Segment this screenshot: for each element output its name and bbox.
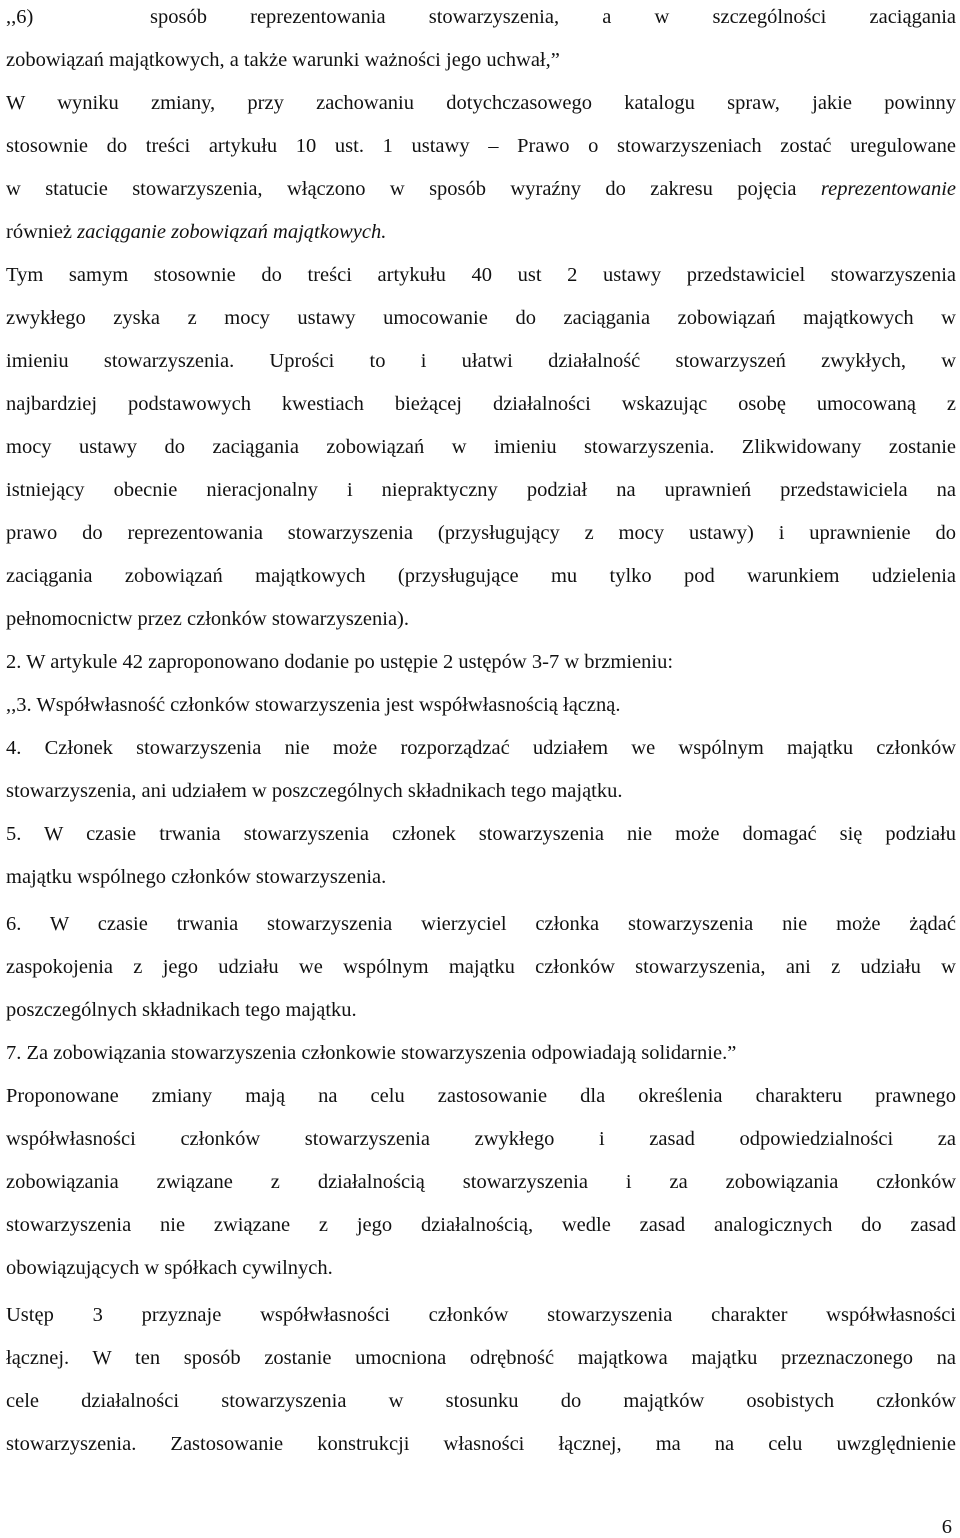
text-line-26-content: Proponowane zmiany mają na celu zastosowanie dla określenia charakteru prawnego [6,1085,956,1107]
text-line-33 [6,1388,956,1428]
text-line-30 [6,1255,956,1295]
text-line-21-content: majątku wspólnego członków stowarzyszenia. [6,866,387,888]
text-line-9 [6,348,956,388]
text-line-2-content: zobowiązań majątkowych, a także warunki ważności jego uchwał,” [6,49,560,71]
text-line-26 [6,1083,956,1123]
text-line-11-content: mocy ustawy do zaciągania zobowiązań w imieniu stowarzyszenia. Zlikwidowany zostanie [6,436,956,458]
text-line-23-content: zaspokojenia z jego udziału we wspólnym majątku członków stowarzyszenia, ani z udziału w [6,956,956,978]
text-line-24-content: poszczególnych składnikach tego majątku. [6,999,357,1021]
text-line-31-content: Ustęp 3 przyznaje współwłasności członków stowarzyszenia charakter współwłasności [6,1304,956,1326]
text-line-6-content: również [6,221,78,243]
text-line-7 [6,262,956,302]
text-line-13 [6,520,956,560]
text-line-15 [6,606,956,646]
text-line-9-content: imieniu stowarzyszenia. Uprości to i ułatwi działalność stowarzyszeń zwykłych, w [6,350,956,372]
text-line-1 [6,4,956,44]
text-line-2 [6,47,956,87]
text-line-3 [6,90,956,130]
text-line-13-content: prawo do reprezentowania stowarzyszenia (przysługujący z mocy ustawy) i uprawnienie do [6,522,956,544]
text-line-34 [6,1431,956,1471]
text-line-14 [6,563,956,603]
text-line-30-content: obowiązujących w spółkach cywilnych. [6,1257,333,1279]
page-number: 6 [941,1516,952,1538]
text-line-17-content: ,,3. Współwłasność członków stowarzyszenia jest współwłasnością łączną. [6,694,621,716]
text-line-8-content: zwykłego zyska z mocy ustawy umocowanie do zaciągania zobowiązań majątkowych w [6,307,956,329]
text-line-12 [6,477,956,517]
text-line-33-content: cele działalności stowarzyszenia w stosunku do majątków osobistych członków [6,1390,956,1412]
text-line-23 [6,954,956,994]
text-line-20-content: 5. W czasie trwania stowarzyszenia członek stowarzyszenia nie może domagać się podziału [6,823,956,845]
text-line-22 [6,911,956,951]
text-line-5 [6,176,956,216]
text-line-15-content: pełnomocnictw przez członków stowarzyszenia). [6,608,410,630]
text-line-28 [6,1169,956,1209]
text-line-29-content: stowarzyszenia nie związane z jego działalnością, wedle zasad analogicznych do zasad [6,1214,956,1236]
text-line-8 [6,305,956,345]
emphasis-term: reprezentowanie [820,178,956,200]
text-line-17 [6,692,956,732]
list-marker: ,,6) [6,6,34,28]
text-line-4 [6,133,956,173]
text-line-27-content: współwłasności członków stowarzyszenia zwykłego i zasad odpowiedzialności za [6,1128,956,1150]
text-line-19 [6,778,956,818]
text-line-21 [6,864,956,904]
text-line-10-content: najbardziej podstawowych kwestiach bieżącej działalności wskazując osobę umocowaną z [6,393,956,415]
text-line-27 [6,1126,956,1166]
text-line-28-content: zobowiązania związane z działalnością stowarzyszenia i za zobowiązania członków [6,1171,956,1193]
text-line-16-content: 2. W artykule 42 zaproponowano dodanie po ustępie 2 ustępów 3-7 w brzmieniu: [6,651,674,673]
text-line-25 [6,1040,956,1080]
text-line-25-content: 7. Za zobowiązania stowarzyszenia członkowie stowarzyszenia odpowiadają solidarnie.” [6,1042,737,1064]
text-line-22-content: 6. W czasie trwania stowarzyszenia wierzyciel członka stowarzyszenia nie może żądać [6,913,956,935]
text-line-6 [6,219,956,259]
text-line-20 [6,821,956,861]
text-line-14-content: zaciągania zobowiązań majątkowych (przysługujące mu tylko pod warunkiem udzielenia [6,565,956,587]
text-line-1-content: sposób reprezentowania stowarzyszenia, a w szczególności zaciągania [150,6,956,28]
text-line-12-content: istniejący obecnie nieracjonalny i niepraktyczny podział na uprawnień przedstawiciela na [6,479,956,501]
text-line-16 [6,649,956,689]
text-line-18-content: 4. Członek stowarzyszenia nie może rozporządzać udziałem we wspólnym majątku członków [6,737,956,759]
text-line-34-content: stowarzyszenia. Zastosowanie konstrukcji własności łącznej, ma na celu uwzględnienie [6,1433,956,1455]
text-line-29 [6,1212,956,1252]
text-line-11 [6,434,956,474]
text-line-4-content: stosownie do treści artykułu 10 ust. 1 ustawy – Prawo o stowarzyszeniach zostać uregulowane [6,135,956,157]
text-line-5-content: w statucie stowarzyszenia, włączono w sposób wyraźny do zakresu pojęcia [6,178,821,200]
text-line-24 [6,997,956,1037]
text-line-7-content: Tym samym stosownie do treści artykułu 40 ust 2 ustawy przedstawiciel stowarzyszenia [6,264,956,286]
text-line-10 [6,391,956,431]
text-line-32-content: łącznej. W ten sposób zostanie umocniona odrębność majątkowa majątku przeznaczonego na [6,1347,956,1369]
text-line-3-content: W wyniku zmiany, przy zachowaniu dotychczasowego katalogu spraw, jakie powinny [6,92,956,114]
text-line-19-content: stowarzyszenia, ani udziałem w poszczególnych składnikach tego majątku. [6,780,623,802]
text-line-31 [6,1302,956,1342]
text-line-18 [6,735,956,775]
emphasis-term: zaciąganie zobowiązań majątkowych. [77,221,387,243]
text-line-32 [6,1345,956,1385]
